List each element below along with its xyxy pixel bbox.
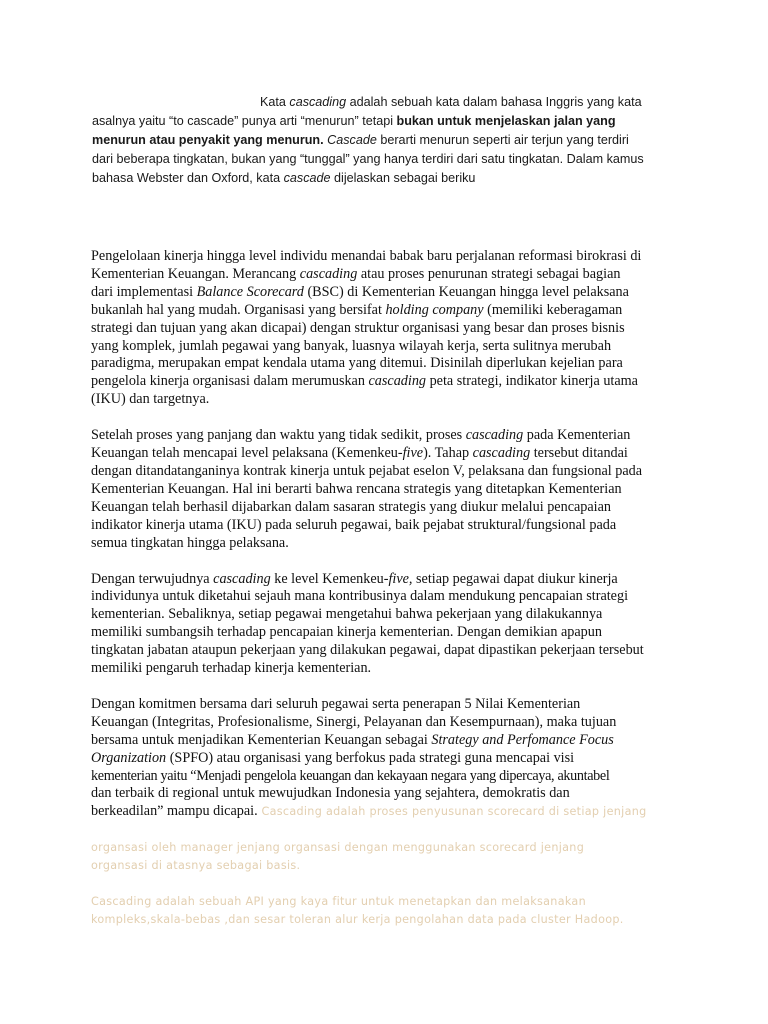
text-segment: tingkatan jabatan ataupun pekerjaan yang dilakukan pegawai, dapat dipastikan pekerjaan tersebut — [91, 642, 644, 659]
text-segment: memiliki sumbangsih terhadap pencapaian kinerja kementerian. Dengan demikian apapun — [91, 624, 602, 641]
text-segment: bersama untuk menjadikan Kementerian Keuangan sebagai — [91, 731, 432, 748]
italic-text: cascading — [465, 427, 524, 444]
text-segment: Kata — [260, 95, 290, 109]
text-segment: (SPFO) atau organisasi yang berfokus pada strategi guna mencapai visi — [166, 749, 575, 766]
text-line — [91, 714, 671, 732]
faded-paragraph — [91, 893, 671, 929]
text-line — [91, 284, 671, 302]
text-segment: Keuangan telah mencapai level pelaksana (Kemenkeu- — [91, 445, 403, 462]
text-line — [92, 112, 672, 131]
text-segment: paradigma, merupakan empat kendala utama yang ditemui. Disinilah diperlukan kejelian para — [91, 355, 623, 372]
text-line — [92, 93, 672, 112]
text-line — [91, 338, 671, 356]
text-segment: peta strategi, indikator kinerja utama — [426, 373, 638, 390]
text-segment: dan terbaik di regional untuk mewujudkan Indonesia yang sejahtera, demokratis dan — [91, 785, 570, 802]
text-line — [91, 499, 671, 517]
text-line — [91, 803, 671, 821]
paragraph-2 — [91, 427, 671, 552]
text-segment: Dengan terwujudnya — [91, 570, 214, 587]
text-segment: Kementerian Keuangan. Hal ini berarti bahwa rencana strategis yang ditetapkan Kementerian — [91, 480, 622, 497]
text-segment: semua tingkatan hingga pelaksana. — [91, 534, 289, 551]
text-segment: bahasa Webster dan Oxford, kata — [92, 171, 284, 185]
italic-text: holding company — [385, 301, 484, 318]
text-segment: strategi dan tujuan yang akan dicapai) dengan struktur organisasi yang besar dan proses bisnis — [91, 319, 625, 336]
text-line — [91, 535, 671, 553]
text-segment: dijelaskan sebagai beriku — [330, 171, 476, 185]
text-segment: kementerian. Sebaliknya, setiap pegawai mengetahui bahwa pekerjaan yang dilakukannya — [91, 606, 603, 623]
text-line — [91, 391, 671, 409]
text-segment: setiap pegawai dapat diukur kinerja — [412, 570, 618, 587]
text-segment: Keuangan telah berhasil dijabarkan dalam sasaran strategis yang diukur melalui pencapaian — [91, 498, 612, 515]
text-line — [91, 266, 671, 284]
text-segment: (memiliki keberagaman — [483, 301, 623, 318]
text-line — [92, 131, 672, 150]
italic-text: cascading — [213, 570, 271, 587]
paragraph-4 — [91, 696, 671, 821]
text-line — [91, 606, 671, 624]
text-line — [91, 624, 671, 642]
text-line — [91, 571, 671, 589]
text-segment: berarti menurun seperti air terjun yang terdiri — [376, 133, 629, 147]
italic-text: Strategy and Perfomance Focus — [431, 731, 614, 748]
text-segment: bukanlah hal yang mudah. Organisasi yang bersifat — [91, 301, 386, 318]
text-segment: (BSC) di Kementerian Keuangan hingga level pelaksana — [303, 283, 629, 300]
italic-text: cascading — [299, 265, 358, 282]
italic-text: Balance Scorecard — [196, 283, 304, 300]
text-line — [91, 768, 671, 786]
text-segment: memiliki pengaruh terhadap kinerja kementerian. — [91, 660, 372, 677]
paragraph-3 — [91, 571, 671, 678]
bold-text: menurun atau penyakit yang menurun. — [92, 133, 324, 147]
text-segment: tersebut ditandai — [530, 445, 628, 462]
text-segment: pada Kementerian — [523, 427, 631, 444]
text-segment: yang komplek, jumlah pegawai yang banyak, luasnya wilayah kerja, serta sulitnya merubah — [91, 337, 612, 354]
text-line — [91, 481, 671, 499]
text-segment: kementerian yaitu “Menjadi pengelola keuangan dan kekayaan negara yang dipercaya, akuntabel — [91, 767, 610, 784]
text-segment: dari implementasi — [91, 283, 197, 300]
text-line — [91, 750, 671, 768]
italic-text: cascading — [472, 445, 531, 462]
text-segment: pengelola kinerja organisasi dalam merumuskan — [91, 373, 369, 390]
text-line — [91, 732, 671, 750]
text-segment: (IKU) dan targetnya. — [91, 391, 210, 408]
text-line — [91, 463, 671, 481]
faded-line: Cascading adalah sebuah API yang kaya fitur untuk menetapkan dan melaksanakan — [91, 895, 586, 909]
text-line — [91, 660, 671, 678]
faded-continuation — [91, 839, 671, 875]
text-segment: adalah sebuah kata dalam bahasa Inggris yang kata — [346, 95, 642, 109]
intro-paragraph — [92, 93, 672, 188]
text-segment: asalnya yaitu “to cascade” punya arti “menurun” tetapi — [92, 114, 397, 128]
italic-text: cascading — [289, 95, 347, 109]
text-segment: berkeadilan” mampu dicapai. — [91, 803, 258, 820]
bold-text: bukan untuk menjelaskan jalan yang — [396, 114, 616, 128]
faded-line: organsasi oleh manager jenjang organsasi dengan menggunakan scorecard jenjang — [91, 841, 585, 855]
text-segment: Keuangan (Integritas, Profesionalisme, Sinergi, Pelayanan dan Kesempurnaan), maka tujuan — [91, 713, 617, 730]
text-segment: Kementerian Keuangan. Merancang — [91, 265, 300, 282]
text-line — [92, 169, 672, 188]
text-line — [92, 150, 672, 169]
text-line — [91, 696, 671, 714]
text-line — [91, 302, 671, 320]
text-line — [91, 427, 671, 445]
text-line — [91, 320, 671, 338]
text-segment: dengan ditandatanganinya kontrak kinerja untuk pejabat eselon V, pelaksana dan fungsional pada — [91, 462, 643, 479]
text-line — [91, 785, 671, 803]
paragraph-1 — [91, 248, 671, 409]
italic-text: Cascade — [327, 133, 377, 147]
text-line — [91, 248, 671, 266]
text-segment: ). Tahap — [423, 445, 473, 462]
text-line — [91, 517, 671, 535]
italic-text: cascading — [368, 373, 427, 390]
text-segment: Setelah proses yang panjang dan waktu yang tidak sedikit, proses — [91, 427, 466, 444]
text-line — [91, 588, 671, 606]
faded-text: Cascading adalah proses penyusunan scorecard di setiap jenjang — [257, 805, 647, 819]
text-segment: Pengelolaan kinerja hingga level individu menandai babak baru perjalanan reformasi birokrasi di — [91, 248, 642, 264]
text-line — [91, 445, 671, 463]
text-line — [91, 642, 671, 660]
article-body — [91, 248, 671, 929]
text-segment: individunya untuk diketahui sejauh mana kontribusinya dalam mendukung pencapaian strategi — [91, 588, 629, 605]
text-line — [91, 355, 671, 373]
faded-line: kompleks,skala-bebas ,dan sesar toleran alur kerja pengolahan data pada cluster Hadoop. — [91, 913, 624, 926]
italic-text: five — [402, 445, 424, 462]
text-line — [91, 373, 671, 391]
text-segment: dari beberapa tingkatan, bukan yang “tunggal” yang hanya terdiri dari satu tingkatan. Dalam kamus — [92, 152, 644, 166]
faded-line: organsasi di atasnya sebagai basis. — [91, 859, 301, 873]
italic-text: five, — [388, 570, 413, 587]
text-segment: Dengan komitmen bersama dari seluruh pegawai serta penerapan 5 Nilai Kementerian — [91, 695, 581, 712]
text-segment: ke level Kemenkeu- — [270, 570, 389, 587]
text-segment: atau proses penurunan strategi sebagai bagian — [357, 265, 621, 282]
italic-text: Organization — [91, 749, 167, 766]
text-segment: indikator kinerja utama (IKU) pada seluruh pegawai, baik pejabat struktural/fungsional pada — [91, 516, 617, 533]
italic-text: cascade — [283, 171, 331, 185]
